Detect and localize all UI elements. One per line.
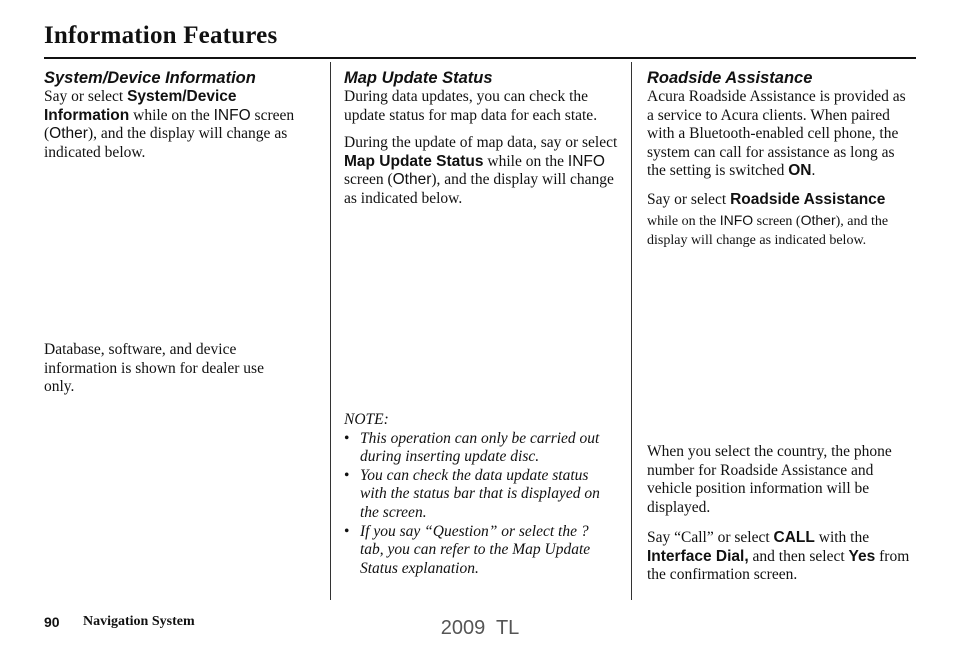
section-heading-system-device: System/Device Information	[44, 69, 256, 87]
column-roadside-assistance	[647, 69, 919, 584]
page-number: 90	[44, 614, 60, 630]
note-item: • You can check the data update status with the status bar that is displayed on the screen.	[344, 466, 600, 521]
roadside-instructions: Say or select Roadside Assistance while on the INFO screen (Other), and the display will change as indicated below.	[647, 190, 889, 249]
footer-label: Navigation System	[83, 614, 195, 629]
column-divider-2	[631, 62, 632, 600]
page-title: Information Features	[44, 22, 278, 49]
section-heading-map-update: Map Update Status	[344, 69, 493, 87]
map-update-instructions: During the update of map data, say or select Map Update Status while on the INFO screen (Other), and the display will change as indicated below.	[344, 134, 618, 207]
column-map-update-status	[344, 69, 618, 577]
section-heading-roadside: Roadside Assistance	[647, 69, 813, 87]
note-label: NOTE:	[344, 411, 389, 428]
column-system-device-info	[44, 69, 304, 396]
note-item: • If you say “Question” or select the ? tab, you can refer to the Map Update Status explanation.	[344, 522, 591, 577]
dealer-use-note: Database, software, and device information is shown for dealer use only.	[44, 341, 264, 396]
roadside-call-instructions: Say “Call” or select CALL with the Interface Dial, and then select Yes from the confirmation screen.	[647, 529, 910, 584]
map-update-notes	[344, 411, 616, 578]
column-divider-1	[330, 62, 331, 600]
map-update-intro: During data updates, you can check the update status for map data for each state.	[344, 88, 598, 124]
watermark: 2009 TL	[440, 617, 520, 639]
system-device-instructions: Say or select System/Device Information while on the INFO screen (Other), and the display will change as indicated below.	[44, 88, 295, 161]
note-item: • This operation can only be carried out during inserting update disc.	[344, 429, 600, 466]
roadside-intro: Acura Roadside Assistance is provided as a service to Acura clients. When paired with a Bluetooth-enabled cell phone, the system can call for assistance as long as the setting is switched ON.	[647, 88, 906, 180]
title-rule	[44, 57, 916, 59]
roadside-country-info: When you select the country, the phone number for Roadside Assistance and vehicle position information will be displayed.	[647, 443, 892, 516]
